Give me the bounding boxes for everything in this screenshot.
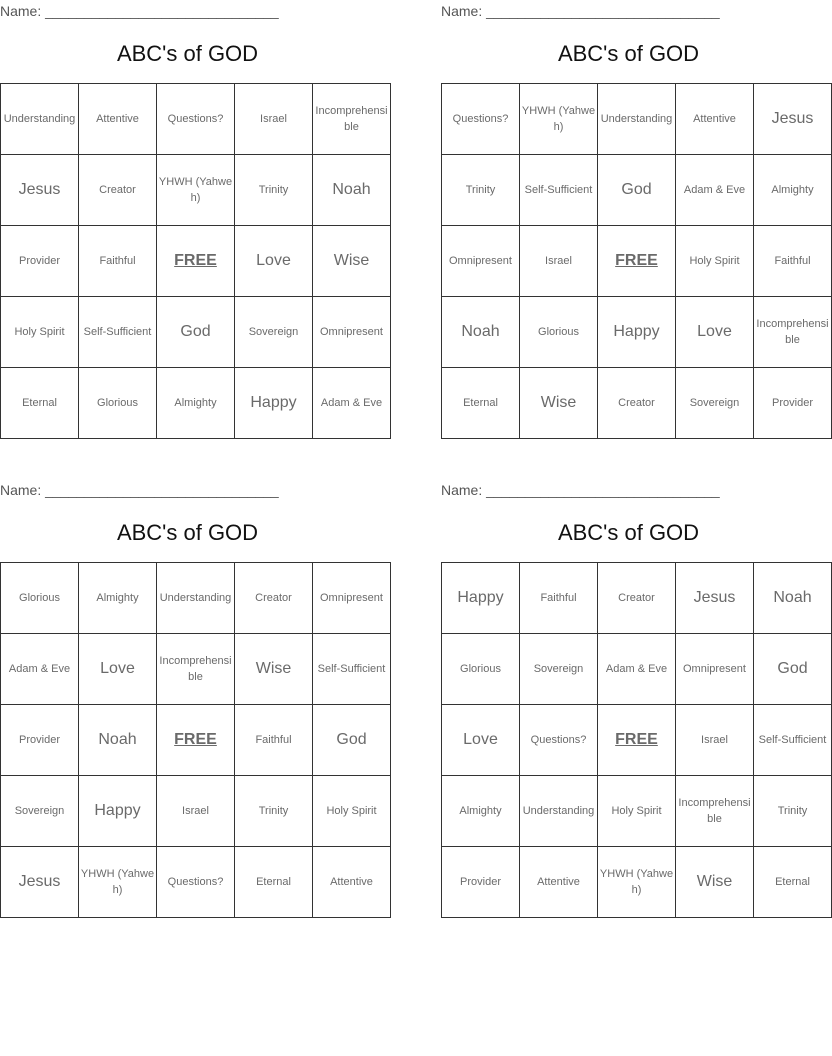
- grid-cell: Creator: [598, 563, 676, 634]
- grid-row: [1, 634, 391, 705]
- bingo-grid: [441, 562, 832, 918]
- grid-cell: Love: [79, 634, 157, 705]
- grid-cell: Holy Spirit: [313, 776, 391, 847]
- grid-cell: Almighty: [442, 776, 520, 847]
- grid-cell: Faithful: [754, 226, 832, 297]
- grid-cell: Eternal: [1, 368, 79, 439]
- grid-cell: Happy: [442, 563, 520, 634]
- grid-cell: Wise: [520, 368, 598, 439]
- grid-cell: YHWH (Yahweh): [598, 847, 676, 918]
- card-title: ABC's of GOD: [557, 41, 700, 66]
- card-title: ABC's of GOD: [557, 520, 700, 545]
- grid-cell: God: [157, 297, 235, 368]
- grid-row: [1, 563, 391, 634]
- grid-cell: God: [754, 634, 832, 705]
- grid-cell: Understanding: [157, 563, 235, 634]
- grid-row: [1, 155, 391, 226]
- grid-cell: Adam & Eve: [598, 634, 676, 705]
- grid-cell: Omnipresent: [676, 634, 754, 705]
- grid-cell: Questions?: [157, 84, 235, 155]
- grid-row: [442, 84, 832, 155]
- grid-cell: Israel: [520, 226, 598, 297]
- grid-cell: Attentive: [79, 84, 157, 155]
- grid-cell: Faithful: [520, 563, 598, 634]
- grid-cell: Jesus: [1, 155, 79, 226]
- card-title: ABC's of GOD: [116, 520, 259, 545]
- grid-row: [442, 368, 832, 439]
- grid-cell: Omnipresent: [442, 226, 520, 297]
- grid-row: [442, 563, 832, 634]
- free-space: FREE: [157, 705, 235, 776]
- grid-cell: Almighty: [79, 563, 157, 634]
- grid-row: [442, 705, 832, 776]
- grid-cell: Sovereign: [520, 634, 598, 705]
- grid-cell: Adam & Eve: [676, 155, 754, 226]
- grid-cell: Attentive: [313, 847, 391, 918]
- grid-cell: Questions?: [157, 847, 235, 918]
- bingo-grid: [0, 83, 391, 439]
- free-space: FREE: [157, 226, 235, 297]
- free-space: FREE: [598, 705, 676, 776]
- grid-row: [442, 297, 832, 368]
- grid-cell: Glorious: [1, 563, 79, 634]
- grid-cell: Attentive: [520, 847, 598, 918]
- grid-cell: Happy: [598, 297, 676, 368]
- grid-cell: Love: [235, 226, 313, 297]
- grid-cell: Holy Spirit: [1, 297, 79, 368]
- grid-cell: Provider: [1, 226, 79, 297]
- bingo-grid: [0, 562, 391, 918]
- grid-cell: God: [313, 705, 391, 776]
- grid-cell: Provider: [754, 368, 832, 439]
- grid-cell: Incomprehensible: [754, 297, 832, 368]
- grid-cell: Noah: [313, 155, 391, 226]
- grid-cell: Jesus: [676, 563, 754, 634]
- grid-cell: Sovereign: [676, 368, 754, 439]
- grid-cell: Provider: [442, 847, 520, 918]
- grid-row: [1, 226, 391, 297]
- grid-cell: Holy Spirit: [598, 776, 676, 847]
- grid-cell: Noah: [442, 297, 520, 368]
- grid-row: [1, 847, 391, 918]
- grid-cell: Love: [676, 297, 754, 368]
- grid-cell: Incomprehensible: [313, 84, 391, 155]
- grid-cell: Noah: [79, 705, 157, 776]
- grid-cell: Questions?: [442, 84, 520, 155]
- grid-cell: Creator: [598, 368, 676, 439]
- grid-cell: YHWH (Yahweh): [79, 847, 157, 918]
- grid-cell: Questions?: [520, 705, 598, 776]
- grid-cell: Glorious: [79, 368, 157, 439]
- grid-cell: Happy: [79, 776, 157, 847]
- grid-row: [442, 226, 832, 297]
- free-space: FREE: [598, 226, 676, 297]
- grid-cell: Eternal: [235, 847, 313, 918]
- grid-cell: Understanding: [520, 776, 598, 847]
- grid-cell: Trinity: [442, 155, 520, 226]
- grid-cell: Jesus: [754, 84, 832, 155]
- grid-cell: Incomprehensible: [157, 634, 235, 705]
- grid-cell: Trinity: [235, 776, 313, 847]
- grid-cell: Eternal: [754, 847, 832, 918]
- grid-cell: Israel: [235, 84, 313, 155]
- grid-cell: Understanding: [1, 84, 79, 155]
- bingo-grid: [441, 83, 832, 439]
- grid-cell: Faithful: [79, 226, 157, 297]
- grid-cell: Attentive: [676, 84, 754, 155]
- grid-row: [442, 776, 832, 847]
- grid-cell: Eternal: [442, 368, 520, 439]
- grid-cell: Wise: [235, 634, 313, 705]
- grid-cell: Self-Sufficient: [520, 155, 598, 226]
- grid-cell: Creator: [235, 563, 313, 634]
- grid-cell: Provider: [1, 705, 79, 776]
- grid-cell: Wise: [313, 226, 391, 297]
- grid-cell: Self-Sufficient: [79, 297, 157, 368]
- grid-cell: Self-Sufficient: [313, 634, 391, 705]
- grid-cell: YHWH (Yahweh): [157, 155, 235, 226]
- grid-row: [1, 368, 391, 439]
- grid-cell: Trinity: [235, 155, 313, 226]
- grid-cell: Adam & Eve: [313, 368, 391, 439]
- grid-cell: Happy: [235, 368, 313, 439]
- grid-cell: Sovereign: [1, 776, 79, 847]
- grid-cell: Adam & Eve: [1, 634, 79, 705]
- name-line: Name: ______________________________: [441, 3, 720, 19]
- name-line: Name: ______________________________: [0, 482, 279, 498]
- grid-cell: Sovereign: [235, 297, 313, 368]
- name-line: Name: ______________________________: [441, 482, 720, 498]
- grid-cell: Creator: [79, 155, 157, 226]
- grid-cell: Israel: [676, 705, 754, 776]
- grid-cell: Love: [442, 705, 520, 776]
- grid-cell: Understanding: [598, 84, 676, 155]
- grid-cell: Incomprehensible: [676, 776, 754, 847]
- name-line: Name: ______________________________: [0, 3, 279, 19]
- grid-row: [442, 847, 832, 918]
- grid-row: [1, 776, 391, 847]
- grid-cell: Almighty: [754, 155, 832, 226]
- grid-cell: Almighty: [157, 368, 235, 439]
- grid-row: [1, 84, 391, 155]
- grid-cell: Trinity: [754, 776, 832, 847]
- grid-cell: Omnipresent: [313, 297, 391, 368]
- grid-cell: YHWH (Yahweh): [520, 84, 598, 155]
- grid-cell: Glorious: [520, 297, 598, 368]
- grid-row: [442, 155, 832, 226]
- grid-cell: God: [598, 155, 676, 226]
- grid-cell: Self-Sufficient: [754, 705, 832, 776]
- grid-cell: Israel: [157, 776, 235, 847]
- grid-cell: Jesus: [1, 847, 79, 918]
- card-title: ABC's of GOD: [116, 41, 259, 66]
- grid-cell: Wise: [676, 847, 754, 918]
- grid-cell: Faithful: [235, 705, 313, 776]
- grid-cell: Holy Spirit: [676, 226, 754, 297]
- grid-row: [1, 705, 391, 776]
- grid-cell: Omnipresent: [313, 563, 391, 634]
- grid-row: [1, 297, 391, 368]
- grid-cell: Glorious: [442, 634, 520, 705]
- grid-cell: Noah: [754, 563, 832, 634]
- grid-row: [442, 634, 832, 705]
